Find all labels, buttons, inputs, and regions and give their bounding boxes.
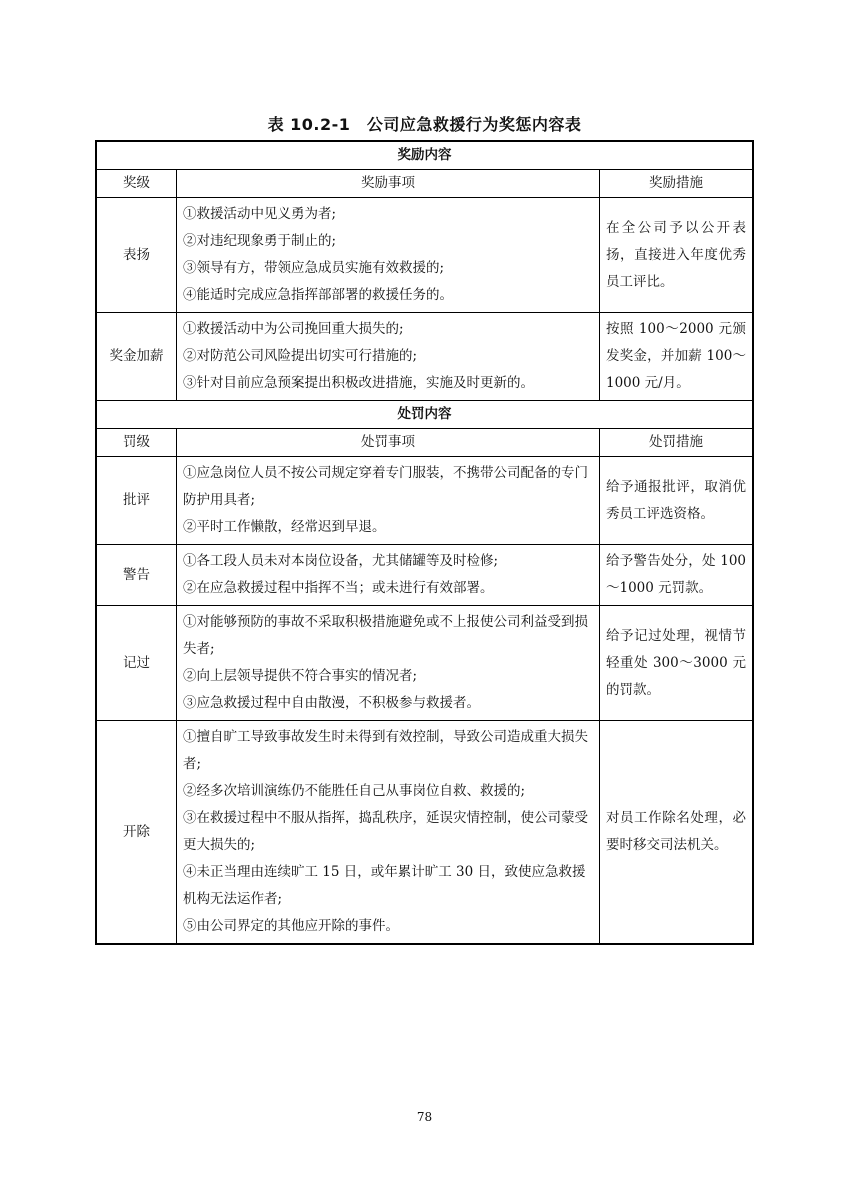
reward-items [177, 313, 600, 400]
list-item: ④未正当理由连续旷工 15 日，或年累计旷工 30 日，致使应急救援机构无法运作者; [183, 864, 586, 907]
penalty-level: 批评 [97, 457, 177, 544]
penalty-items [177, 545, 600, 605]
penalty-section-title: 处罚内容 [397, 406, 452, 422]
list-item: ②对防范公司风险提出切实可行措施的; [183, 348, 418, 364]
reward-measure-cell [600, 198, 752, 312]
table-row [97, 456, 752, 544]
reward-measure: 按照 100～2000 元颁发奖金，并加薪 100～1000 元/月。 [606, 321, 746, 391]
list-item: ①应急岗位人员不按公司规定穿着专门服装，不携带公司配备的专门防护用具者; [183, 465, 588, 508]
penalty-level: 记过 [97, 606, 177, 720]
table-row [97, 720, 752, 943]
reward-section-header-row [97, 142, 752, 169]
list-item: ①对能够预防的事故不采取积极措施避免或不上报使公司利益受到损失者; [183, 614, 588, 657]
list-item: ②在应急救援过程中指挥不当；或未进行有效部署。 [183, 580, 494, 596]
list-item: ②经多次培训演练仍不能胜任自己从事岗位自救、救援的; [183, 783, 526, 799]
penalty-measure: 给予记过处理，视情节轻重处 300～3000 元的罚款。 [606, 627, 746, 698]
penalty-header-level: 罚级 [97, 429, 177, 456]
penalty-measure-cell [600, 545, 752, 605]
list-item: ①各工段人员未对本岗位设备，尤其储罐等及时检修; [183, 553, 499, 569]
table-row [97, 605, 752, 720]
penalty-header-items: 处罚事项 [177, 429, 600, 456]
reward-column-header-row [97, 169, 752, 197]
reward-measure: 在全公司予以公开表扬，直接进入年度优秀员工评比。 [606, 219, 746, 290]
list-item: ③针对目前应急预案提出积极改进措施，实施及时更新的。 [183, 375, 534, 391]
penalty-measure: 对员工作除名处理，必要时移交司法机关。 [606, 810, 746, 853]
penalty-column-header-row [97, 428, 752, 456]
table-row [97, 197, 752, 312]
reward-header-measure: 奖励措施 [649, 175, 703, 191]
list-item: ②对违纪现象勇于制止的; [183, 233, 337, 249]
table-row [97, 312, 752, 400]
penalty-items [177, 721, 600, 943]
penalty-measure-cell [600, 721, 752, 943]
penalty-measure: 给予通报批评，取消优秀员工评选资格。 [606, 478, 746, 522]
reward-level: 奖金加薪 [97, 313, 177, 400]
reward-level: 表扬 [97, 198, 177, 312]
reward-header-items: 奖励事项 [177, 170, 600, 197]
list-item: ③领导有方，带领应急成员实施有效救援的; [183, 260, 445, 276]
reward-measure-cell [600, 313, 752, 400]
list-item: ⑤由公司界定的其他应开除的事件。 [183, 918, 399, 934]
list-item: ④能适时完成应急指挥部部署的救援任务的。 [183, 287, 453, 303]
list-item: ②向上层领导提供不符合事实的情况者; [183, 668, 418, 684]
list-item: ①擅自旷工导致事故发生时未得到有效控制，导致公司造成重大损失者; [183, 729, 588, 772]
penalty-items [177, 457, 600, 544]
list-item: ①救援活动中见义勇为者; [183, 206, 337, 222]
penalty-measure: 给予警告处分，处 100～1000 元罚款。 [606, 553, 746, 596]
table-row [97, 544, 752, 605]
reward-header-level: 奖级 [97, 170, 177, 197]
list-item: ①救援活动中为公司挽回重大损失的; [183, 321, 404, 337]
list-item: ③应急救援过程中自由散漫，不积极参与救援者。 [183, 695, 480, 711]
list-item: ②平时工作懒散，经常迟到早退。 [183, 519, 386, 535]
page-number: 78 [416, 1110, 433, 1124]
penalty-level: 警告 [97, 545, 177, 605]
penalty-measure-cell [600, 457, 752, 544]
penalty-measure-cell [600, 606, 752, 720]
reward-section-title: 奖励内容 [397, 147, 452, 163]
table-title: 表 10.2-1 公司应急救援行为奖惩内容表 [267, 115, 582, 134]
penalty-level: 开除 [97, 721, 177, 943]
list-item: ③在救援过程中不服从指挥，捣乱秩序，延误灾情控制，使公司蒙受更大损失的; [183, 810, 588, 853]
reward-items [177, 198, 600, 312]
reward-penalty-table [95, 140, 754, 945]
penalty-items [177, 606, 600, 720]
penalty-header-measure: 处罚措施 [649, 434, 703, 450]
penalty-section-header-row [97, 400, 752, 428]
